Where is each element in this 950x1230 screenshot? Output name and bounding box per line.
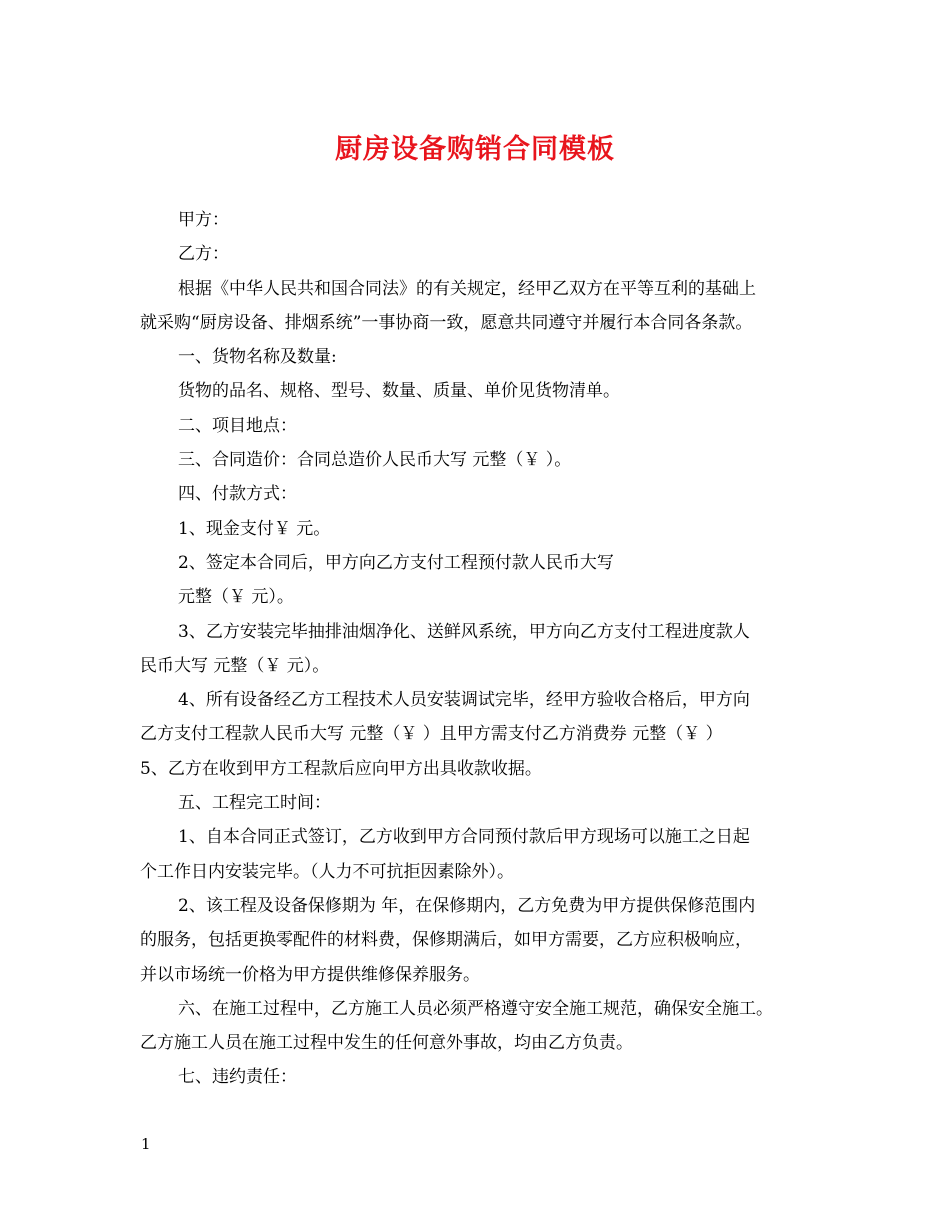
paragraph-line: 四、付款方式： xyxy=(178,484,297,505)
paragraph-line: 乙方： xyxy=(178,244,229,265)
paragraph-line: 货物的品名、规格、型号、数量、质量、单价见货物清单。 xyxy=(178,381,620,402)
paragraph-line: 二、项目地点： xyxy=(178,415,297,436)
paragraph-line: 根据《中华人民共和国合同法》的有关规定，经甲乙双方在平等互利的基础上 xyxy=(178,278,756,299)
paragraph-line: 3、乙方安装完毕抽排油烟净化、送鲜风系统，甲方向乙方支付工程进度款人 xyxy=(178,621,750,642)
paragraph-line: 4、所有设备经乙方工程技术人员安装调试完毕，经甲方验收合格后，甲方向 xyxy=(178,690,750,711)
paragraph-line: 1、现金支付￥ 元。 xyxy=(178,518,331,539)
paragraph-line: 一、货物名称及数量: xyxy=(178,347,337,368)
paragraph-line: 2、该工程及设备保修期为 年，在保修期内，乙方免费为甲方提供保修范围内 xyxy=(178,895,756,916)
paragraph-line: 的服务，包括更换零配件的材料费，保修期满后，如甲方需要，乙方应积极响应， xyxy=(140,930,752,951)
page-number: 1 xyxy=(141,1135,151,1153)
document-title: 厨房设备购销合同模板 xyxy=(335,134,615,165)
paragraph-line: 5、乙方在收到甲方工程款后应向甲方出具收款收据。 xyxy=(140,758,542,779)
paragraph-line: 乙方施工人员在施工过程中发生的任何意外事故，均由乙方负责。 xyxy=(140,1033,633,1054)
paragraph-line: 元整（￥ 元）。 xyxy=(178,587,294,608)
paragraph-line: 2、签定本合同后，甲方向乙方支付工程预付款人民币大写 xyxy=(178,552,614,573)
paragraph-line: 五、工程完工时间： xyxy=(178,793,331,814)
paragraph-line: 并以市场统一价格为甲方提供维修保养服务。 xyxy=(140,964,480,985)
document-body xyxy=(140,203,820,1095)
paragraph-line: 甲方： xyxy=(178,210,229,230)
paragraph-line: 个工作日内安装完毕。（人力不可抗拒因素除外）。 xyxy=(140,861,514,882)
paragraph-line: 六、在施工过程中，乙方施工人员必须严格遵守安全施工规范，确保安全施工。 xyxy=(178,998,773,1019)
paragraph-line: 三、合同造价：合同总造价人民币大写 元整（￥ ）。 xyxy=(178,450,572,471)
paragraph-line: 就采购“厨房设备、排烟系统”一事协商一致，愿意共同遵守并履行本合同各条款。 xyxy=(140,312,753,333)
paragraph-line: 民币大写 元整（￥ 元）。 xyxy=(140,655,330,676)
paragraph-line: 乙方支付工程款人民币大写 元整（￥ ）且甲方需支付乙方消费券 元整（￥ ） xyxy=(140,724,723,745)
paragraph-line: 七、违约责任： xyxy=(178,1067,297,1088)
paragraph-line: 1、自本合同正式签订，乙方收到甲方合同预付款后甲方现场可以施工之日起 xyxy=(178,827,750,848)
